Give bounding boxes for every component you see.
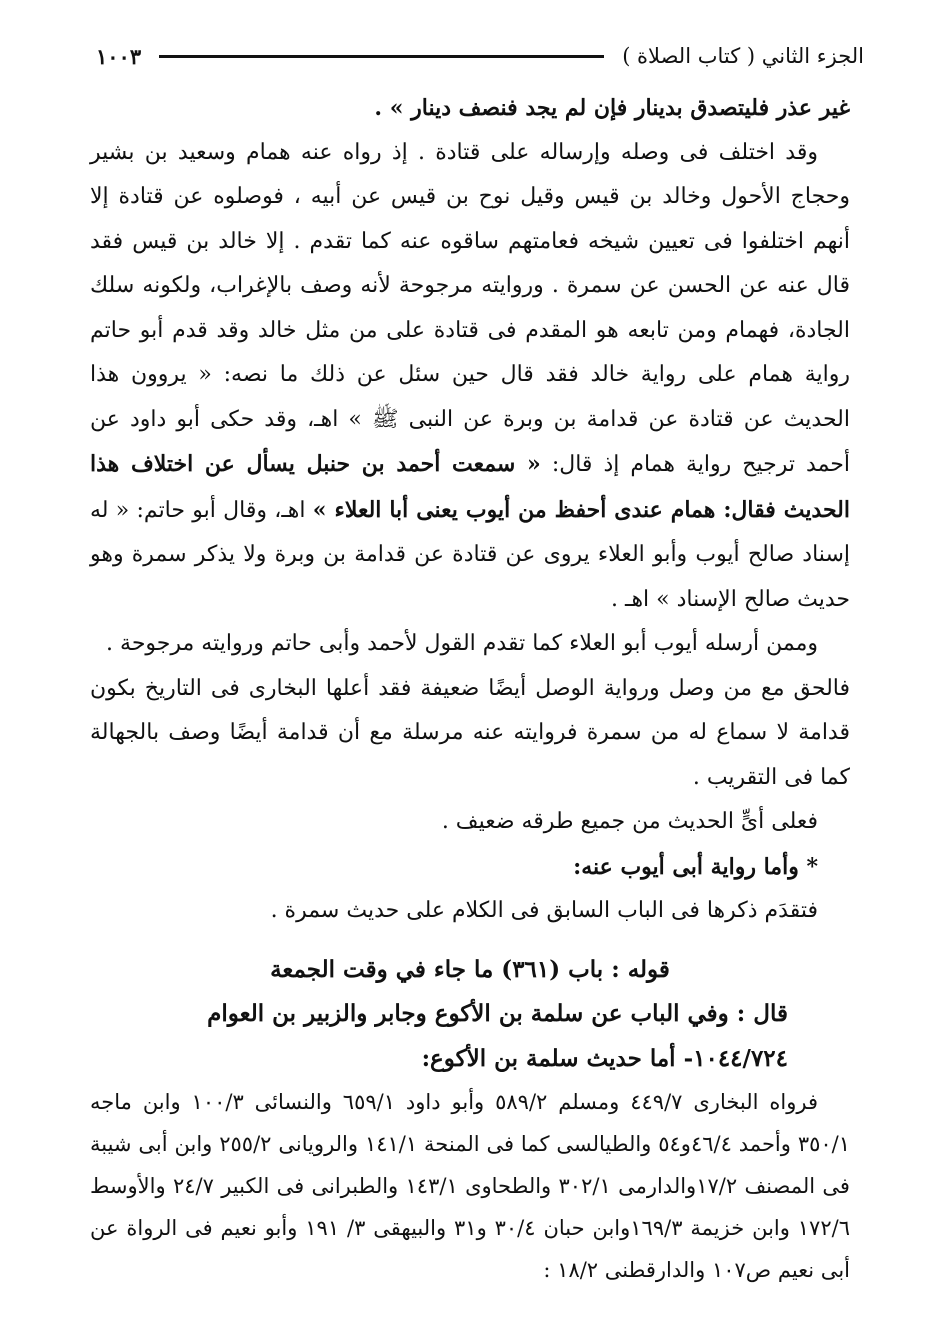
- running-title: الجزء الثاني ( كتاب الصلاة ): [622, 44, 864, 68]
- paragraph-conclusion: فعلى أىٍّ الحديث من جميع طرقه ضعيف .: [441, 809, 818, 834]
- commentary-text-end: اهـ، وقال أبو حاتم: « له إسناد صالح أيوب وأبو العلاء يروى عن قتادة عن قدامة بن وبرة ولا يذكر سمرة وهو حديث صالح الإسناد » اهـ .: [90, 497, 850, 612]
- paragraph-subheading: * وأما رواية أبى أيوب عنه:: [573, 853, 818, 880]
- paragraph-continuation: غير عذر فليتصدق بدينار فإن لم يجد فنصف دينار » .: [374, 95, 850, 121]
- page-body: [90, 86, 850, 1291]
- quote-ahmad: « سمعت أحمد بن حنبل يسأل عن اختلاف هذا الحديث فقال: همام عندى أحفظ من أيوب يعنى أبا العلاء »: [90, 451, 850, 523]
- commentary-text: وقد اختلف فى وصله وإرساله على قتادة . إذ رواه عنه همام وسعيد بن بشير وحجاج الأحول وخالد بن قيس وقيل نوح بن قيس عن أبيه ، فوصلوه عن قتادة إلا أنهم اختلفوا فى تعيين شيخه فعامتهم ساقوه عنه كما تقدم . إلا خالد بن قيس فقد قال عنه عن الحسن عن سمرة . وروايته مرجوحة لأنه وصف بالإغراب، ولكونه سلك الجادة، فهمام ومن تابعه هو المقدم فى قتادة على من مثل خالد وقد قدم أبو حاتم رواية همام على رواية خالد فقد قال حين سئل عن ذلك ما نصه: « يروون هذا الحديث عن قتادة عن قدامة بن وبرة عن النبى ﷺ » اهـ، وقد حكى أبو داود عن أحمد ترجيح رواية همام إذ قال:: [90, 139, 851, 477]
- chapter-heading: قوله : باب (٣٦١) ما جاء في وقت الجمعة: [270, 955, 670, 983]
- page-number: ١٠٠٣: [96, 43, 142, 69]
- paragraph-verdict: فالحق مع من وصل ورواية الوصل أيضًا ضعيفة فقد أعلها البخارى فى التاريخ بكون قدامة لا سماع له من سمرة فروايته عنه مرسلة مع أن قدامة أيضًا وصف بالجهالة كما فى التقريب .: [90, 675, 850, 790]
- paragraph-references: فرواه البخارى ٤٤٩/٧ ومسلم ٥٨٩/٢ وأبو داود ٦٥٩/١ والنسائى ١٠٠/٣ وابن ماجه ٣٥٠/١ وأحمد ٤٦/٤و٥٤ والطيالسى كما فى المنحة ١٤١/١ والرويانى ٢٥٥/٢ وابن أبى شيبة فى المصنف ١٧/٢والدارمى ٣٠٢/١ والطحاوى ١٤٣/١ والطبرانى فى الكبير ٢٤/٧ والأوسط ١٧٢/٦ وابن خزيمة ١٦٩/٣وابن حبان ٣٠/٤ و٣١ والبيهقى ٣/ ١٩١ وأبو نعيم فى الرواة عن أبى نعيم ص١٠٧ والدارقطنى ١٨/٢ :: [90, 1090, 851, 1282]
- paragraph-note: فتقدَم ذكرها فى الباب السابق فى الكلام على حديث سمرة .: [270, 898, 818, 923]
- page-header: [96, 36, 864, 76]
- header-rule: [159, 55, 604, 58]
- paragraph-mursal: وممن أرسله أيوب أبو العلاء كما تقدم القول لأحمد وأبى حاتم وروايته مرجوحة .: [106, 631, 818, 656]
- section-heading: قال : وفي الباب عن سلمة بن الأكوع وجابر والزبير بن العوام: [207, 1000, 788, 1027]
- hadith-heading: ١٠٤٤/٧٢٤- أما حديث سلمة بن الأكوع:: [421, 1044, 788, 1072]
- paragraph-commentary: [90, 131, 850, 623]
